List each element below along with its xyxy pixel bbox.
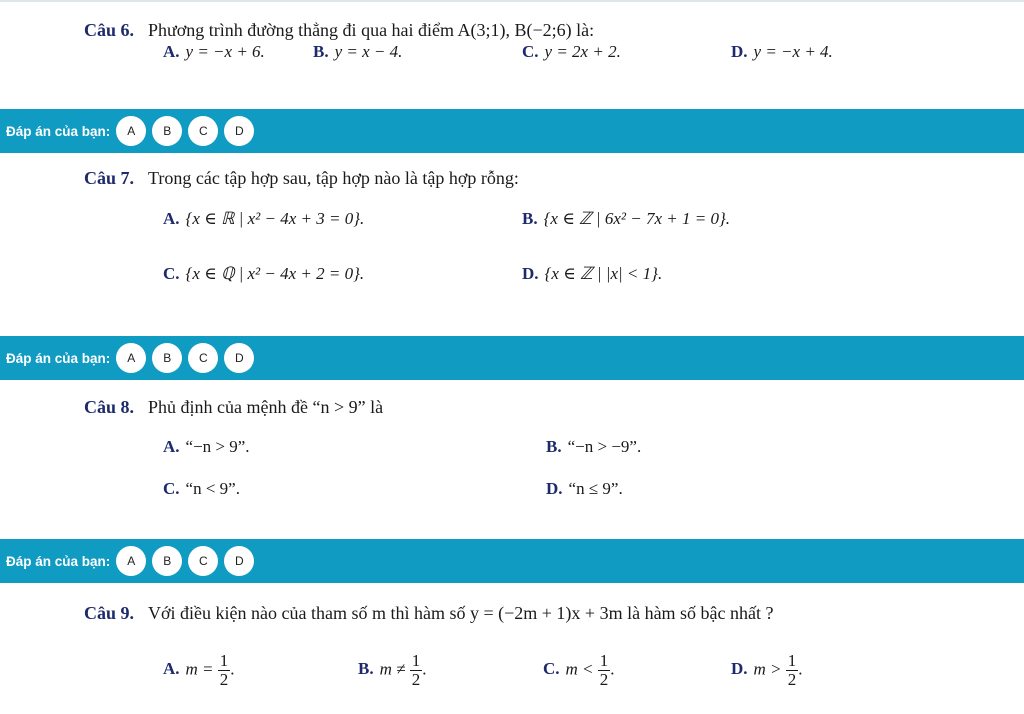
answer-label: Đáp án của bạn: [6, 123, 111, 139]
question-text: Phủ định của mệnh đề “n > 9” là [148, 397, 384, 417]
option-d: D. y = −x + 4. [731, 42, 833, 61]
option-a: A. “−n > 9”. [163, 437, 250, 456]
question-9 [84, 603, 774, 624]
option-c: C. m < $\frac{1}{2}$ . [543, 651, 615, 689]
question-6 [84, 20, 594, 41]
answer-choice-b[interactable]: B [152, 343, 182, 373]
question-text: Phương trình đường thẳng đi qua hai điểm A(3;1), B(−2;6) là: [148, 20, 595, 40]
option-d: D. m > $\frac{1}{2}$ . [731, 651, 803, 689]
fraction: $\frac{1}{2}$ [219, 651, 229, 689]
answer-bar [0, 539, 1024, 583]
question-number: Câu 6. [84, 20, 135, 40]
answer-choice-b[interactable]: B [152, 116, 182, 146]
answer-bar [0, 109, 1024, 153]
question-number: Câu 8. [84, 397, 135, 417]
answer-choice-a[interactable]: A [116, 546, 146, 576]
question-number: Câu 7. [84, 168, 135, 188]
option-c: C. {x ∈ ℚ | x² − 4x + 2 = 0}. [163, 264, 365, 283]
question-text: Với điều kiện nào của tham số m thì hàm số y = (−2m + 1)x + 3m là hàm số bậc nhất ? [148, 603, 774, 623]
option-a: A. y = −x + 6. [163, 42, 265, 61]
option-a: A. m = $\frac{1}{2}$ . [163, 651, 235, 689]
top-divider [0, 0, 1024, 2]
option-b: B. m ≠ $\frac{1}{2}$ . [358, 651, 427, 689]
answer-choice-d[interactable]: D [224, 116, 254, 146]
answer-choice-a[interactable]: A [116, 343, 146, 373]
question-7 [84, 168, 519, 189]
option-b: B. y = x − 4. [313, 42, 403, 61]
fraction: $\frac{1}{2}$ [411, 651, 421, 689]
option-c: C. “n < 9”. [163, 479, 240, 498]
fraction: $\frac{1}{2}$ [787, 651, 797, 689]
option-d: D. “n ≤ 9”. [546, 479, 623, 498]
answer-choice-b[interactable]: B [152, 546, 182, 576]
option-d: D. {x ∈ ℤ | |x| < 1}. [522, 264, 663, 283]
option-a: A. {x ∈ ℝ | x² − 4x + 3 = 0}. [163, 209, 365, 228]
fraction: $\frac{1}{2}$ [599, 651, 609, 689]
answer-choice-c[interactable]: C [188, 546, 218, 576]
answer-label: Đáp án của bạn: [6, 350, 111, 366]
answer-choice-a[interactable]: A [116, 116, 146, 146]
answer-label: Đáp án của bạn: [6, 553, 111, 569]
option-b: B. {x ∈ ℤ | 6x² − 7x + 1 = 0}. [522, 209, 731, 228]
option-b: B. “−n > −9”. [546, 437, 642, 456]
answer-choice-d[interactable]: D [224, 546, 254, 576]
answer-choice-d[interactable]: D [224, 343, 254, 373]
answer-bar [0, 336, 1024, 380]
question-8 [84, 397, 383, 418]
answer-choice-c[interactable]: C [188, 116, 218, 146]
question-text: Trong các tập hợp sau, tập hợp nào là tập hợp rỗng: [148, 168, 519, 188]
option-c: C. y = 2x + 2. [522, 42, 621, 61]
answer-choice-c[interactable]: C [188, 343, 218, 373]
question-number: Câu 9. [84, 603, 135, 623]
